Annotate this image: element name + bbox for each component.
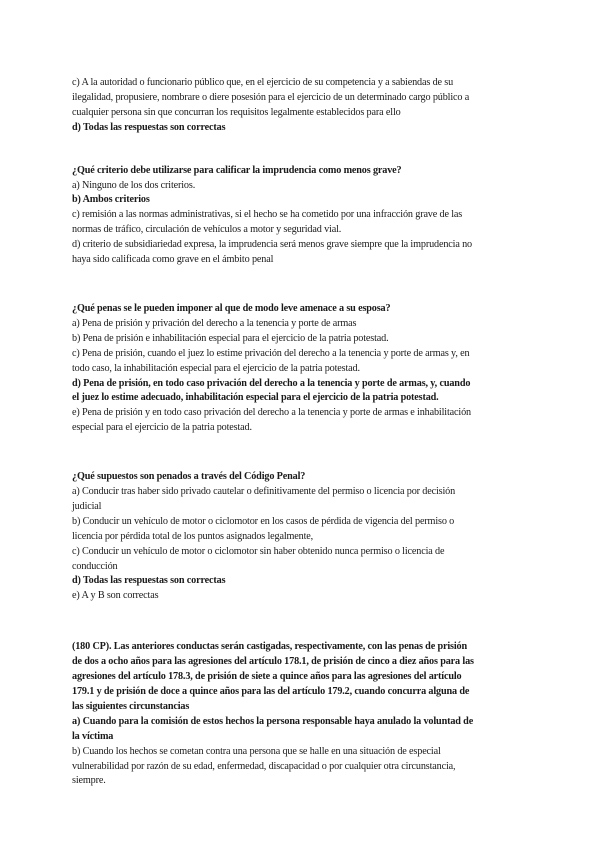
statement-line-2: de dos a ocho años para las agresiones del artículo 178.1, de prisión de cinco a diez años para las [72,656,474,668]
statement-line-1: (180 CP). Las anteriores conductas serán castigadas, respectivamente, con las penas de prisión [72,641,467,653]
option-c-line-1: c) remisión a las normas administrativas, si el hecho se ha cometido por una infracción grave de las [72,209,463,221]
option-c-line-2: conducción [72,560,118,572]
correct-answer-line-1: a) Cuando para la comisión de estos hechos la persona responsable haya anulado la voluntad de [72,715,474,727]
document-page [72,76,528,789]
option-c-line-1: c) A la autoridad o funcionario público que, en el ejercicio de su competencia y a sabiendas de su [72,77,454,88]
question-block-2 [72,302,528,436]
correct-answer-line-1: d) Pena de prisión, en todo caso privación del derecho a la tenencia y porte de armas, y, cuando [72,377,471,389]
option-c-line-1: c) Pena de prisión, cuando el juez lo estime privación del derecho a la tenencia y porte de armas y, en [72,347,470,359]
option-a: a) Pena de prisión y privación del derecho a la tenencia y porte de armas [72,317,357,329]
correct-answer: d) Todas las respuestas son correctas [72,121,226,133]
option-c-line-2: normas de tráfico, circulación de vehículos a motor y seguridad vial. [72,224,342,236]
option-a-line-2: judicial [72,500,102,512]
question-title: ¿Qué criterio debe utilizarse para calificar la imprudencia como menos grave? [72,164,402,176]
option-c-line-2: todo caso, la inhabilitación especial para el ejercicio de la patria potestad. [72,362,360,374]
correct-answer: b) Ambos criterios [72,194,150,206]
statement-line-3: agresiones del artículo 178.3, de prisión de siete a quince años para las agresiones del artículo [72,671,462,683]
question-block-0 [72,76,528,136]
option-c-line-3: cualquier persona sin que concurran los requisitos legalmente establecidos para ello [72,106,401,118]
question-block-3 [72,470,528,604]
option-a-line-1: a) Conducir tras haber sido privado cautelar o definitivamente del permiso o licencia por decisión [72,486,456,498]
statement-line-4: 179.1 y de prisión de doce a quince años para las del artículo 179.2, cuando concurra alguna de [72,686,470,697]
correct-answer-line-2: el juez lo estime adecuado, inhabilitación especial para el ejercicio de la patria potestad. [72,392,439,404]
option-b-line-1: b) Cuando los hechos se cometan contra una persona que se halle en una situación de especial [72,745,441,757]
question-title: ¿Qué penas se le pueden imponer al que de modo leve amenace a su esposa? [72,302,391,314]
option-b-line-2: vulnerabilidad por razón de su edad, enfermedad, discapacidad o por cualquier otra circunstancia, [72,760,456,772]
statement-line-5: las siguientes circunstancias [72,700,190,712]
option-e-line-2: especial para el ejercicio de la patria potestad. [72,422,252,434]
option-b: b) Pena de prisión e inhabilitación especial para el ejercicio de la patria potestad. [72,332,389,344]
option-c-line-1: c) Conducir un vehículo de motor o ciclomotor sin haber obtenido nunca permiso o licencia de [72,545,445,557]
option-b-line-1: b) Conducir un vehículo de motor o ciclomotor en los casos de pérdida de vigencia del permiso o [72,515,455,527]
option-a: a) Ninguno de los dos criterios. [72,179,196,191]
question-block-4 [72,640,528,789]
option-e-line-1: e) Pena de prisión y en todo caso privación del derecho a la tenencia y porte de armas e inhabilitación [72,407,471,419]
option-c-line-2: ilegalidad, propusiere, nombrare o diere posesión para el ejercicio de un determinado cargo público a [72,91,470,103]
question-block-1 [72,164,528,268]
option-d-line-2: haya sido calificada como grave en el ámbito penal [72,254,274,266]
correct-answer-line-2: la víctima [72,730,114,742]
option-e: e) A y B son correctas [72,590,159,602]
option-d-line-1: d) criterio de subsidiariedad expresa, la imprudencia será menos grave siempre que la imprudencia no [72,239,472,251]
option-b-line-2: licencia por pérdida total de los puntos asignados legalmente, [72,530,314,542]
option-b-line-3: siempre. [72,775,106,787]
correct-answer: d) Todas las respuestas son correctas [72,575,226,587]
question-title: ¿Qué supuestos son penados a través del Código Penal? [72,471,306,483]
